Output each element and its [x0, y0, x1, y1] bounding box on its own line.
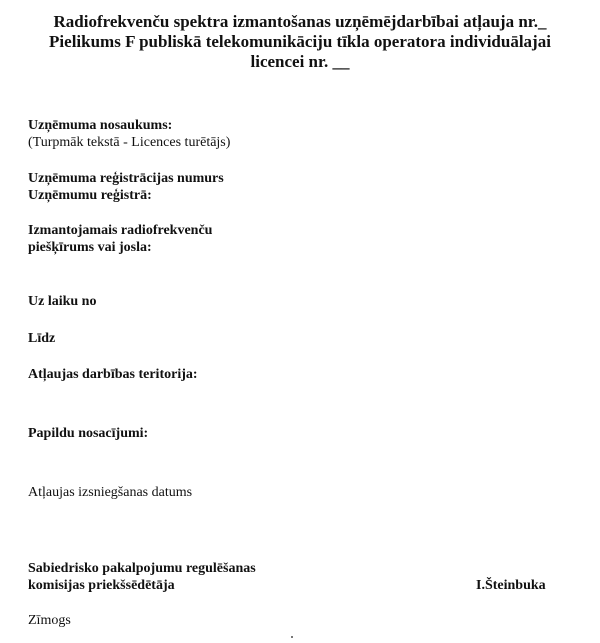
issue-date-label: Atļaujas izsniegšanas datums — [28, 485, 193, 500]
title-line-2: Pielikums F publiskā telekomunikāciju tīkla operatora individuālajai — [49, 32, 551, 51]
conditions-label: Papildu nosacījumi: — [28, 426, 149, 441]
frequency-label-line-1: Izmantojamais radiofrekvenču — [28, 223, 213, 238]
document-title — [0, 12, 600, 72]
company-name-label: Uzņēmuma nosaukums: — [28, 118, 173, 133]
company-name-note: (Turpmāk tekstā - Licences turētājs) — [28, 135, 231, 150]
frequency-label-line-2: piešķīrums vai josla: — [28, 240, 152, 255]
registration-register-label: Uzņēmumu reģistrā: — [28, 188, 152, 203]
registration-number-label: Uzņēmuma reģistrācijas numurs — [28, 171, 224, 186]
signatory-title-line-1: Sabiedrisko pakalpojumu regulēšanas — [28, 561, 256, 576]
signatory-name: I.Šteinbuka — [476, 578, 546, 593]
signatory-title-line-2: komisijas priekšsēdētāja — [28, 578, 175, 593]
scan-speck — [291, 636, 293, 638]
period-to-label: Līdz — [28, 331, 56, 346]
territory-label: Atļaujas darbības teritorija: — [28, 367, 198, 382]
period-from-label: Uz laiku no — [28, 294, 97, 309]
title-line-3: licencei nr. __ — [250, 52, 350, 71]
stamp-label: Zīmogs — [28, 613, 71, 628]
title-line-1: Radiofrekvenču spektra izmantošanas uzņēmējdarbībai atļauja nr._ — [53, 12, 547, 31]
